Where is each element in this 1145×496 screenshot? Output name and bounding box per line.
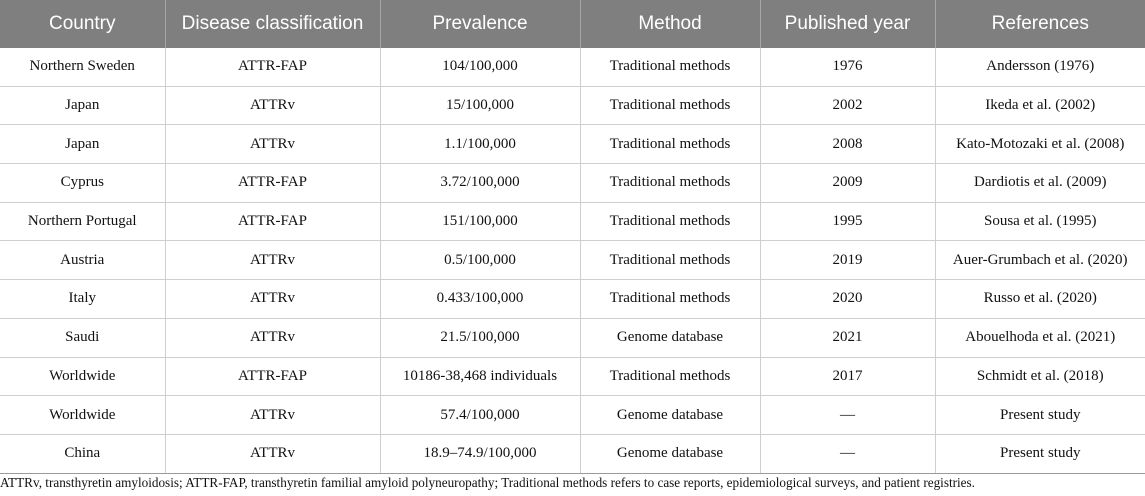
cell-country: Saudi [0, 318, 165, 357]
cell-method: Genome database [580, 434, 760, 473]
cell-prevalence: 10186-38,468 individuals [380, 357, 580, 396]
cell-classification: ATTR-FAP [165, 357, 380, 396]
cell-reference: Dardiotis et al. (2009) [935, 164, 1145, 203]
table-row [0, 241, 1145, 280]
cell-method: Traditional methods [580, 202, 760, 241]
cell-year: 2008 [760, 125, 935, 164]
cell-year: 2021 [760, 318, 935, 357]
cell-method: Traditional methods [580, 280, 760, 319]
cell-prevalence: 21.5/100,000 [380, 318, 580, 357]
cell-prevalence: 104/100,000 [380, 48, 580, 86]
cell-country: Italy [0, 280, 165, 319]
cell-reference: Ikeda et al. (2002) [935, 86, 1145, 125]
cell-year: 2009 [760, 164, 935, 203]
cell-method: Traditional methods [580, 86, 760, 125]
cell-method: Traditional methods [580, 241, 760, 280]
cell-country: Northern Sweden [0, 48, 165, 86]
table-row [0, 396, 1145, 435]
cell-country: China [0, 434, 165, 473]
table-row [0, 86, 1145, 125]
table-row [0, 202, 1145, 241]
table-footnote: ATTRv, transthyretin amyloidosis; ATTR-FAP, transthyretin familial amyloid polyneuropathy; Traditional methods refers to case reports, epidemiological surveys, and patient registries. [0, 475, 975, 490]
header-disease-classification: Disease classification [165, 0, 380, 48]
header-country: Country [0, 0, 165, 48]
cell-year: 1976 [760, 48, 935, 86]
header-prevalence: Prevalence [380, 0, 580, 48]
table-row [0, 357, 1145, 396]
cell-country: Northern Portugal [0, 202, 165, 241]
cell-country: Japan [0, 125, 165, 164]
cell-method: Traditional methods [580, 48, 760, 86]
cell-prevalence: 1.1/100,000 [380, 125, 580, 164]
cell-reference: Russo et al. (2020) [935, 280, 1145, 319]
cell-method: Traditional methods [580, 125, 760, 164]
cell-reference: Schmidt et al. (2018) [935, 357, 1145, 396]
cell-prevalence: 151/100,000 [380, 202, 580, 241]
cell-classification: ATTRv [165, 434, 380, 473]
cell-prevalence: 3.72/100,000 [380, 164, 580, 203]
cell-reference: Sousa et al. (1995) [935, 202, 1145, 241]
cell-classification: ATTR-FAP [165, 202, 380, 241]
table-row [0, 434, 1145, 473]
cell-method: Genome database [580, 396, 760, 435]
cell-year: — [760, 434, 935, 473]
cell-classification: ATTRv [165, 280, 380, 319]
cell-classification: ATTRv [165, 396, 380, 435]
cell-reference: Abouelhoda et al. (2021) [935, 318, 1145, 357]
table-row [0, 125, 1145, 164]
cell-method: Traditional methods [580, 164, 760, 203]
header-method: Method [580, 0, 760, 48]
cell-prevalence: 18.9–74.9/100,000 [380, 434, 580, 473]
header-published-year: Published year [760, 0, 935, 48]
cell-year: 2019 [760, 241, 935, 280]
cell-classification: ATTR-FAP [165, 164, 380, 203]
cell-prevalence: 57.4/100,000 [380, 396, 580, 435]
cell-country: Cyprus [0, 164, 165, 203]
cell-year: 2020 [760, 280, 935, 319]
cell-year: 2002 [760, 86, 935, 125]
cell-country: Austria [0, 241, 165, 280]
cell-classification: ATTRv [165, 125, 380, 164]
header-row [0, 0, 1145, 48]
cell-classification: ATTRv [165, 318, 380, 357]
header-references: References [935, 0, 1145, 48]
cell-year: — [760, 396, 935, 435]
cell-method: Genome database [580, 318, 760, 357]
cell-reference: Present study [935, 396, 1145, 435]
cell-country: Worldwide [0, 396, 165, 435]
table-row [0, 318, 1145, 357]
cell-classification: ATTRv [165, 86, 380, 125]
cell-year: 2017 [760, 357, 935, 396]
cell-classification: ATTRv [165, 241, 380, 280]
cell-reference: Kato-Motozaki et al. (2008) [935, 125, 1145, 164]
cell-country: Worldwide [0, 357, 165, 396]
cell-reference: Andersson (1976) [935, 48, 1145, 86]
table-row [0, 164, 1145, 203]
cell-prevalence: 0.433/100,000 [380, 280, 580, 319]
cell-reference: Auer-Grumbach et al. (2020) [935, 241, 1145, 280]
cell-country: Japan [0, 86, 165, 125]
cell-prevalence: 0.5/100,000 [380, 241, 580, 280]
cell-year: 1995 [760, 202, 935, 241]
table-row [0, 280, 1145, 319]
cell-reference: Present study [935, 434, 1145, 473]
cell-method: Traditional methods [580, 357, 760, 396]
cell-classification: ATTR-FAP [165, 48, 380, 86]
cell-prevalence: 15/100,000 [380, 86, 580, 125]
table-row [0, 48, 1145, 86]
